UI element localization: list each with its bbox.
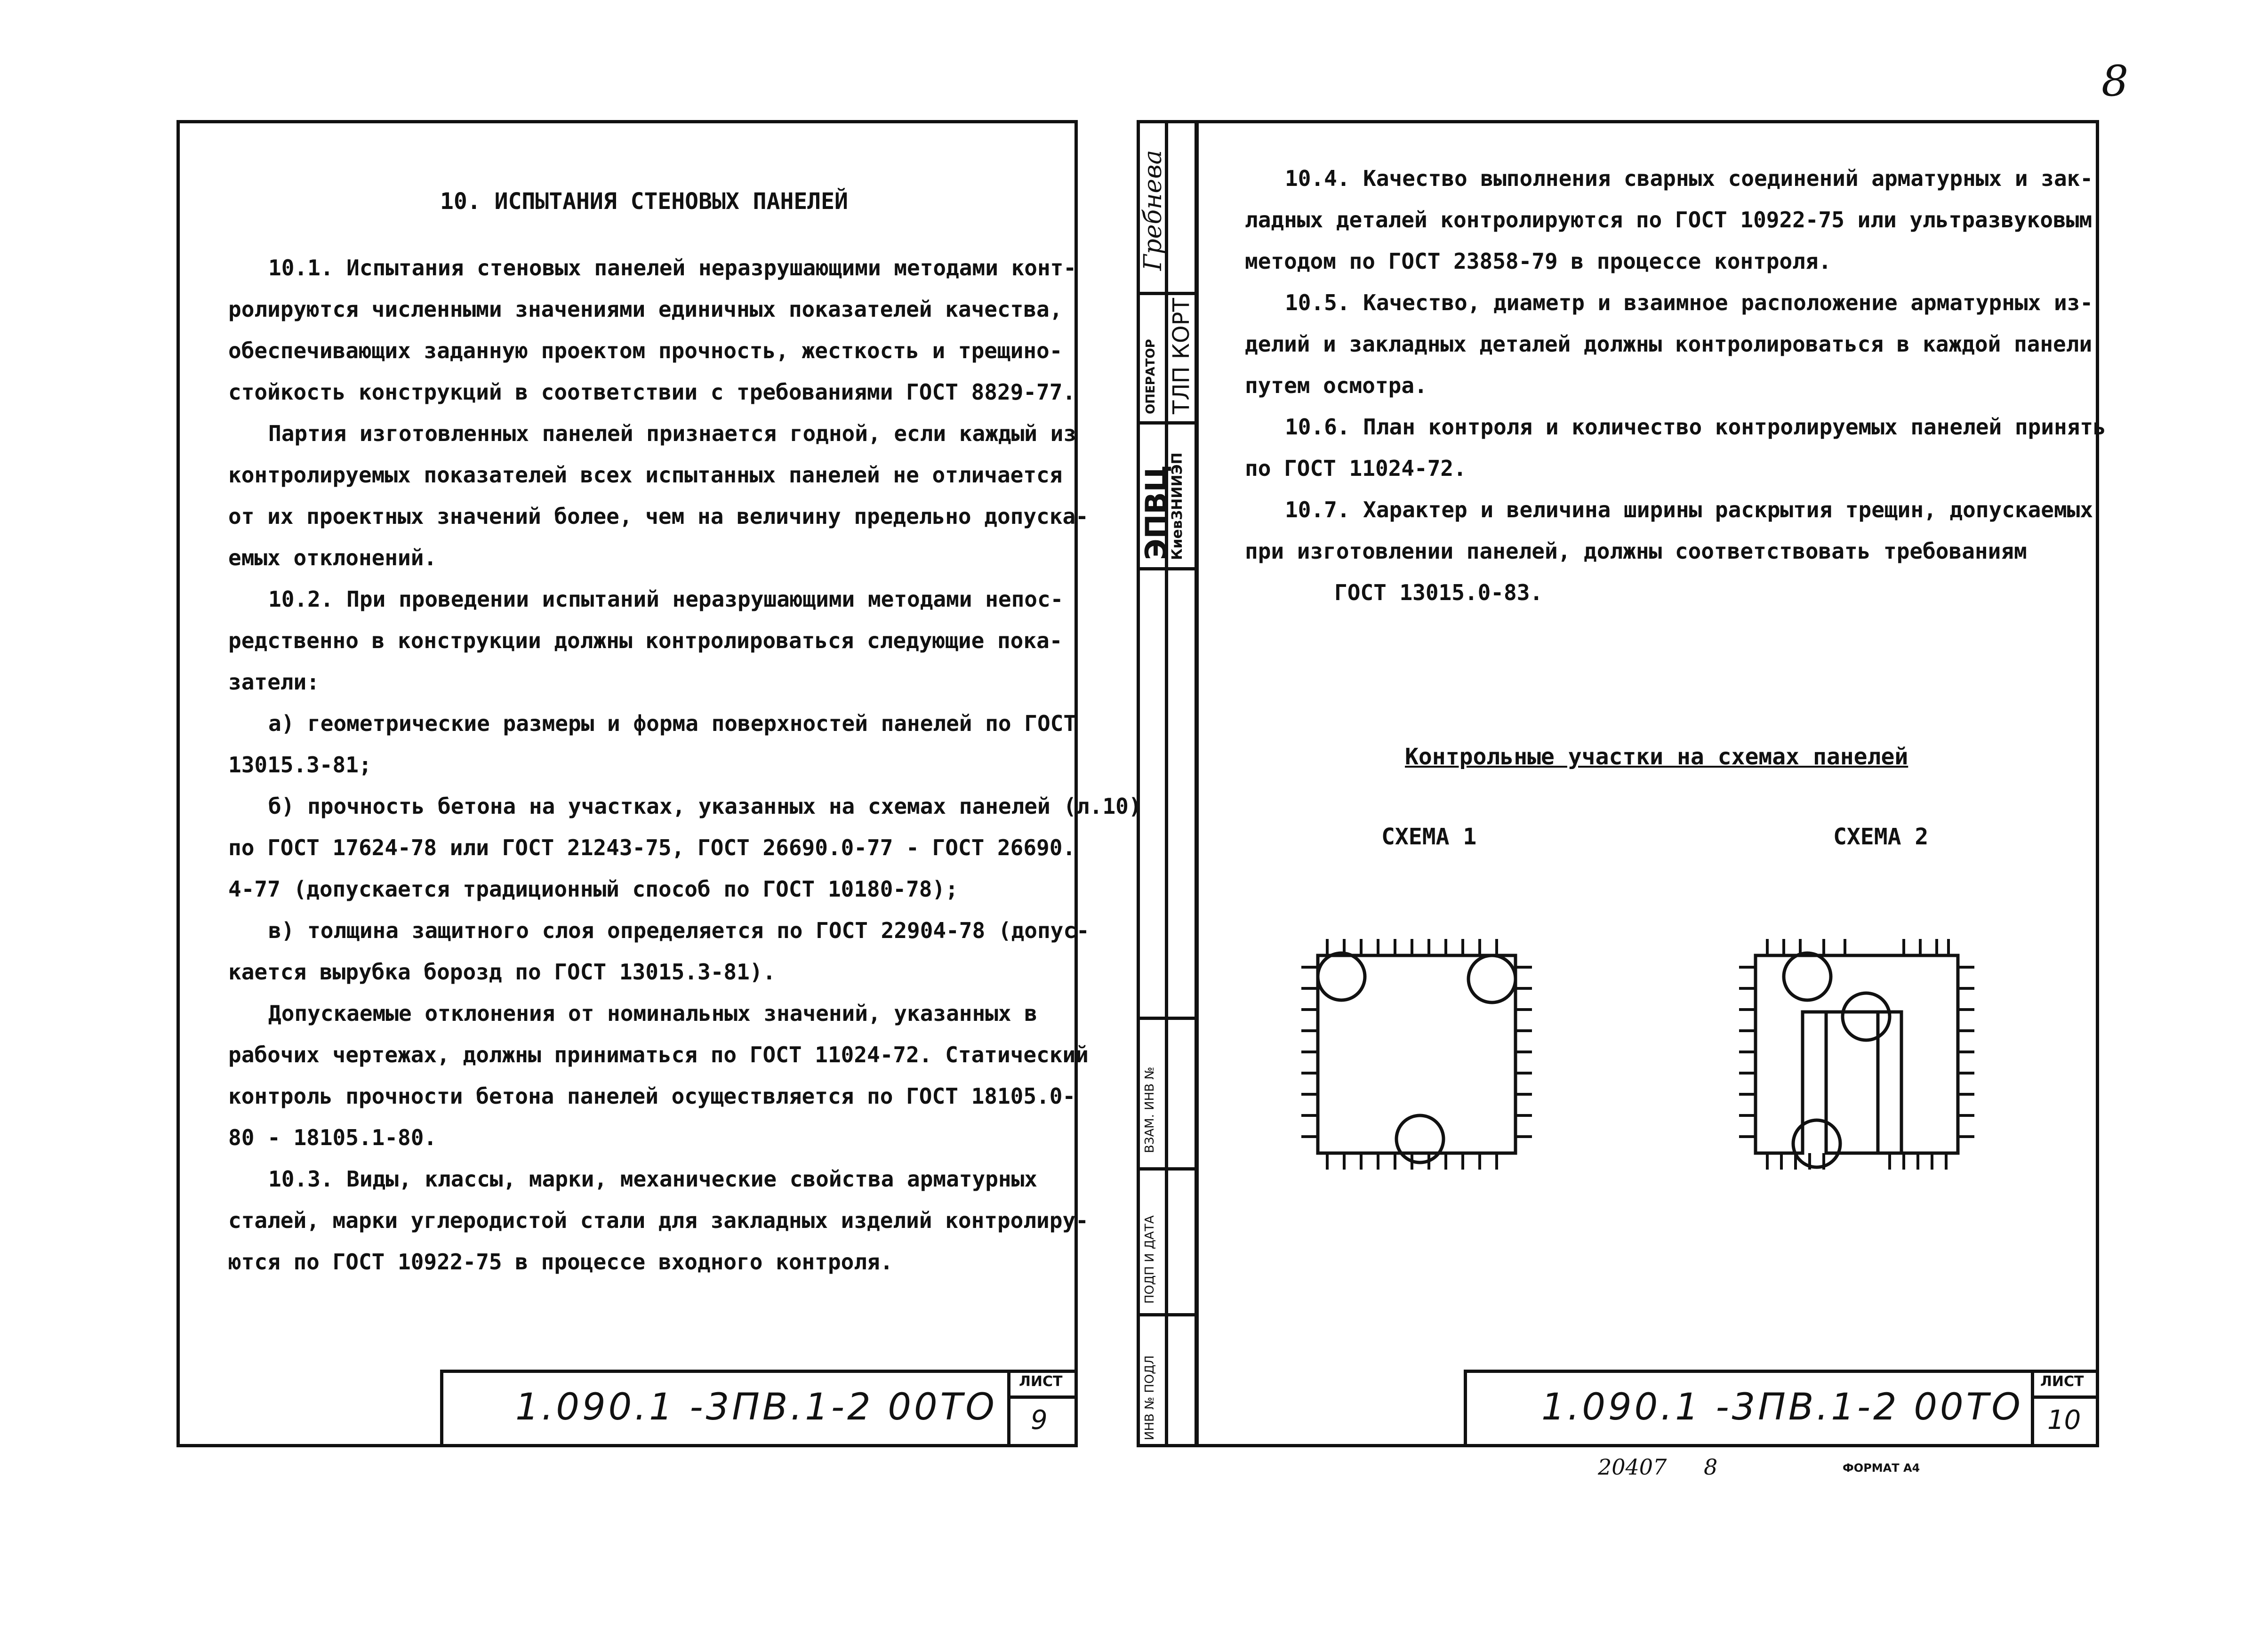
text-line: стойкость конструкций в соответствии с требованиями ГОСТ 8829-77.: [228, 379, 1076, 405]
left-sheet-label: ЛИСТ: [1019, 1373, 1063, 1390]
page-number: 8: [2101, 56, 2129, 106]
text-line: 10.3. Виды, классы, марки, механические свойства арматурных: [268, 1166, 1037, 1192]
schemes-title: Контрольные участки на схемах панелей: [1405, 744, 1908, 770]
right-sheet-number: 10: [2047, 1405, 2081, 1435]
text-line: по ГОСТ 17624-78 или ГОСТ 21243-75, ГОСТ 26690.0-77 - ГОСТ 26690.: [228, 835, 1076, 860]
left-title: 10. ИСПЫТАНИЯ СТЕНОВЫХ ПАНЕЛЕЙ: [440, 188, 848, 215]
footer-inv: 20407: [1598, 1454, 1667, 1480]
text-line: обеспечивающих заданную проектом прочность, жесткость и трещино-: [228, 338, 1063, 363]
side-stamp-divider-3: [1137, 567, 1198, 570]
left-doc-code: 1.090.1 -3ПВ.1-2 00ТО: [515, 1386, 997, 1428]
col-sign-date: ПОДП И ДАТА: [1143, 1215, 1157, 1304]
org-sub: КиевЗНИИЭП: [1169, 452, 1186, 560]
text-line: сталей, марки углеродистой стали для закладных изделий контролиру-: [228, 1208, 1089, 1233]
org-name: ЭПВЦ: [1139, 465, 1173, 560]
text-line: 4-77 (допускается традиционный способ по ГОСТ 10180-78);: [228, 876, 958, 902]
text-line: ролируются численными значениями единичных показателей качества,: [228, 297, 1063, 322]
text-line: контролируемых показателей всех испытанных панелей не отличается: [228, 462, 1063, 488]
col-inv-replace: ВЗАМ. ИНВ №: [1143, 1067, 1157, 1153]
text-line: в) толщина защитного слоя определяется по ГОСТ 22904-78 (допус-: [268, 918, 1090, 943]
text-line: 13015.3-81;: [228, 752, 372, 778]
left-sheet-number: 9: [1031, 1405, 1048, 1435]
text-line: 10.5. Качество, диаметр и взаимное расположение арматурных из-: [1285, 290, 2093, 315]
scheme2-control-zone: [1793, 1120, 1840, 1167]
scheme-1-diagram: [1280, 922, 1563, 1214]
side-stamp-divider-6: [1137, 1313, 1198, 1316]
text-line: рабочих чертежах, должны приниматься по ГОСТ 11024-72. Статический: [228, 1042, 1089, 1067]
operator-name: ТЛП КОРТ: [1168, 298, 1195, 414]
text-line: Допускаемые отклонения от номинальных значений, указанных в: [268, 1001, 1037, 1026]
text-line: по ГОСТ 11024-72.: [1245, 456, 1467, 481]
footer-num: 8: [1704, 1454, 1718, 1480]
text-line: ГОСТ 13015.0-83.: [1334, 580, 1543, 605]
text-line: 80 - 18105.1-80.: [228, 1125, 437, 1150]
col-inv-orig: ИНВ № ПОДЛ: [1143, 1355, 1157, 1440]
text-line: кается вырубка борозд по ГОСТ 13015.3-81).: [228, 959, 776, 985]
scheme2-control-zone: [1843, 993, 1890, 1040]
text-line: редственно в конструкции должны контролироваться следующие пока-: [228, 628, 1063, 653]
text-line: Партия изготовленных панелей признается годной, если каждый из: [268, 421, 1077, 446]
scheme1-control-zone: [1468, 955, 1515, 1002]
scheme1-control-zone: [1396, 1115, 1443, 1163]
operator-label: ОПЕРАТОР: [1144, 339, 1158, 414]
right-sheet-label: ЛИСТ: [2040, 1373, 2084, 1390]
scheme2-control-zone: [1784, 953, 1831, 1000]
text-line: 10.4. Качество выполнения сварных соединений арматурных и зак-: [1285, 166, 2093, 191]
side-stamp-divider-v: [1165, 120, 1168, 1447]
text-line: контроль прочности бетона панелей осуществляется по ГОСТ 18105.0-: [228, 1083, 1076, 1109]
text-line: ладных деталей контролируются по ГОСТ 10922-75 или ультразвуковым: [1245, 207, 2093, 233]
text-line: методом по ГОСТ 23858-79 в процессе контроля.: [1245, 249, 1832, 274]
text-line: делий и закладных деталей должны контролироваться в каждой панели: [1245, 331, 2093, 357]
text-line: б) прочность бетона на участках, указанных на схемах панелей (л.10): [268, 794, 1142, 819]
text-line: ются по ГОСТ 10922-75 в процессе входного контроля.: [228, 1249, 893, 1275]
signer-name: Гребнева: [1139, 150, 1167, 271]
text-line: при изготовлении панелей, должны соответствовать требованиям: [1245, 538, 2027, 564]
scheme2-rebar-ticks: [1739, 939, 1974, 1170]
scheme-2-diagram: [1723, 922, 2005, 1214]
text-line: 10.7. Характер и величина ширины раскрытия трещин, допускаемых: [1285, 497, 2093, 522]
text-line: 10.1. Испытания стеновых панелей неразрушающими методами конт-: [268, 255, 1077, 281]
text-line: а) геометрические размеры и форма поверхностей панелей по ГОСТ: [268, 711, 1077, 736]
right-sheet-divider: [2031, 1395, 2099, 1399]
text-line: 10.6. План контроля и количество контролируемых панелей принять: [1285, 414, 2106, 440]
text-line: затели:: [228, 669, 320, 695]
side-stamp-divider-4: [1137, 1017, 1198, 1020]
scheme1-control-zone: [1318, 953, 1365, 1000]
scheme2-label: СХЕМА 2: [1833, 824, 1929, 850]
footer-format: ФОРМАТ А4: [1843, 1461, 1920, 1475]
side-stamp-divider-2: [1137, 421, 1198, 425]
scheme1-label: СХЕМА 1: [1381, 824, 1477, 850]
text-line: путем осмотра.: [1245, 373, 1427, 398]
text-line: от их проектных значений более, чем на величину предельно допуска-: [228, 504, 1089, 529]
side-stamp-divider-1: [1137, 292, 1198, 295]
text-line: 10.2. При проведении испытаний неразрушающими методами непос-: [268, 586, 1064, 612]
scheme1-panel-outline: [1318, 955, 1515, 1153]
side-stamp-divider-5: [1137, 1167, 1198, 1171]
right-doc-code: 1.090.1 -3ПВ.1-2 00ТО: [1541, 1386, 2023, 1428]
text-line: емых отклонений.: [228, 545, 437, 570]
left-sheet-divider: [1007, 1395, 1078, 1399]
scheme1-rebar-ticks: [1301, 939, 1532, 1170]
